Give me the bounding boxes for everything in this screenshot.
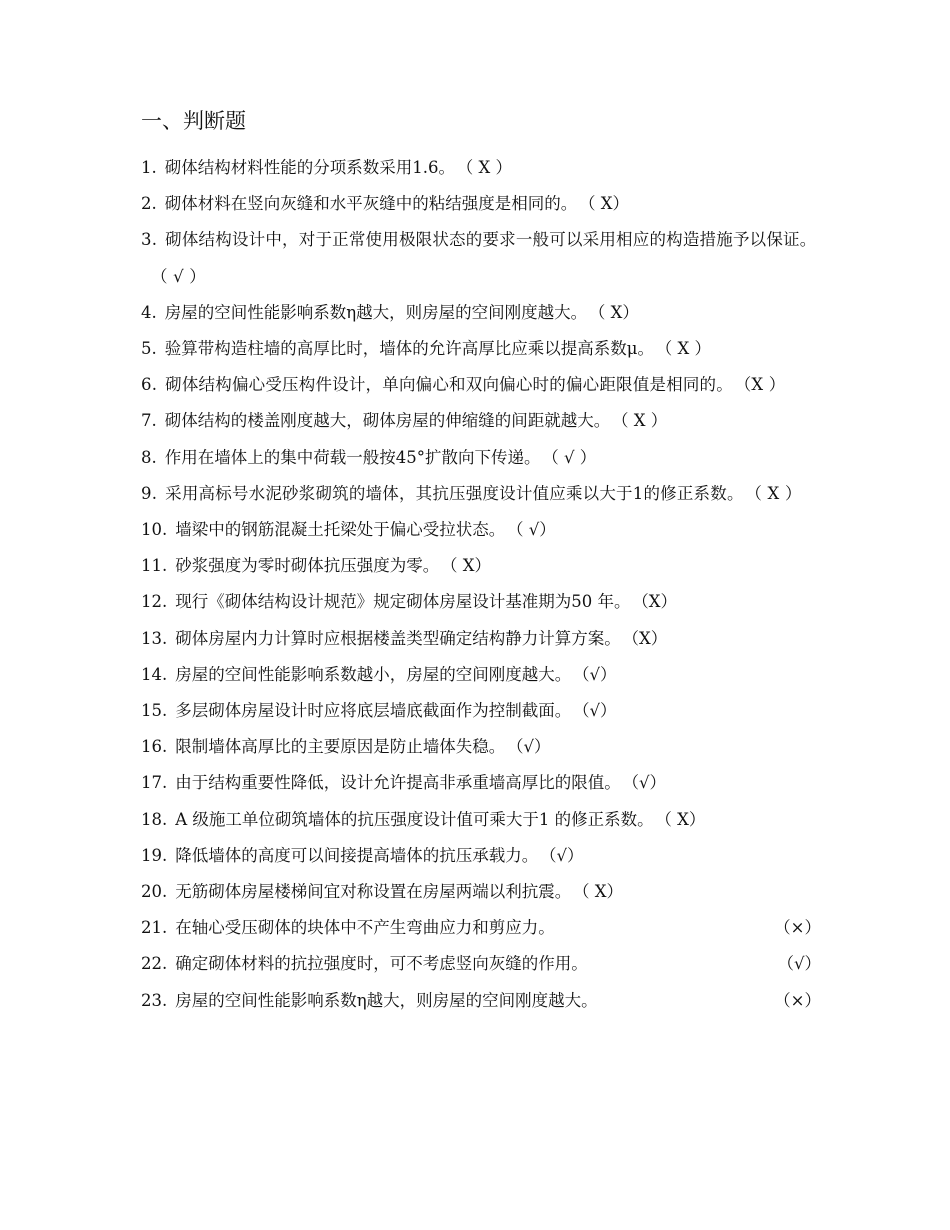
question-item	[141, 295, 821, 331]
question-text: 房屋的空间性能影响系数η越大，则房屋的空间刚度越大。	[175, 990, 598, 1010]
question-answer: （ X ）	[465, 158, 512, 177]
question-item	[141, 440, 821, 476]
question-text: 砌体结构设计中，对于正常使用极限状态的要求一般可以采用相应的构造措施予以保证。	[165, 230, 817, 250]
question-answer: （ X ）	[620, 411, 668, 431]
question-answer: （√）	[777, 954, 821, 974]
question-item	[141, 150, 821, 186]
question-text: 砌体结构材料性能的分项系数采用1.6。	[164, 158, 455, 177]
question-item	[141, 657, 821, 693]
question-text: 确定砌体材料的抗拉强度时，可不考虑竖向灰缝的作用。	[175, 954, 588, 974]
question-text: 砌体材料在竖向灰缝和水平灰缝中的粘结强度是相同的。	[164, 194, 578, 214]
question-item	[141, 838, 821, 874]
question-text: 房屋的空间性能影响系数越小，房屋的空间刚度越大。	[175, 664, 572, 684]
question-number: 4.	[141, 302, 157, 322]
question-number: 23.	[141, 990, 168, 1010]
question-text: 在轴心受压砌体的块体中不产生弯曲应力和剪应力。	[175, 918, 555, 938]
question-number: 12.	[141, 592, 168, 612]
question-answer: （ X）	[597, 302, 639, 322]
question-number: 22.	[141, 954, 168, 974]
question-list	[141, 150, 821, 1019]
question-text: 墙梁中的钢筋混凝土托梁处于偏心受拉状态。	[175, 520, 506, 540]
question-answer: （ √ ）	[151, 266, 207, 286]
question-number: 7.	[141, 411, 157, 431]
question-answer: （X ）	[742, 375, 786, 395]
section-title: 一、判断题	[141, 109, 246, 133]
question-answer: （X）	[640, 592, 677, 612]
question-item	[141, 584, 821, 620]
question-item	[141, 983, 821, 1019]
question-answer: （ X）	[587, 194, 629, 214]
question-item	[141, 946, 821, 982]
question-number: 17.	[141, 773, 168, 793]
question-number: 14.	[141, 664, 168, 684]
question-text: 房屋的空间性能影响系数η越大，则房屋的空间刚度越大。	[164, 302, 588, 322]
question-answer: （ X ）	[753, 483, 802, 503]
question-answer: （ X ）	[663, 339, 711, 359]
question-number: 10.	[141, 520, 168, 540]
question-text: 无筋砌体房屋楼梯间宜对称设置在房屋两端以利抗震。	[175, 882, 572, 902]
question-item	[141, 874, 821, 910]
question-answer: （ X）	[449, 556, 491, 576]
question-number: 20.	[141, 882, 168, 902]
question-text: 作用在墙体上的集中荷载一般按45°扩散向下传递。	[164, 447, 541, 467]
question-item	[141, 765, 821, 801]
question-number: 9.	[141, 483, 158, 503]
question-item	[141, 222, 821, 294]
question-item	[141, 802, 821, 838]
question-item	[141, 910, 821, 946]
question-number: 6.	[141, 375, 158, 395]
question-answer: （√）	[581, 664, 617, 684]
question-text: 砌体结构偏心受压构件设计，单向偏心和双向偏心时的偏心距限值是相同的。	[165, 375, 733, 395]
question-number: 19.	[141, 845, 168, 865]
question-number: 11.	[141, 556, 168, 576]
question-answer: （×）	[774, 918, 821, 938]
question-text: 由于结构重要性降低，设计允许提高非承重墙高厚比的限值。	[175, 773, 621, 793]
question-number: 21.	[141, 918, 168, 938]
question-number: 18.	[141, 809, 168, 829]
question-text: 砌体房屋内力计算时应根据楼盖类型确定结构静力计算方案。	[175, 628, 621, 648]
question-item	[141, 186, 821, 222]
question-item	[141, 403, 821, 439]
question-answer: （√）	[630, 773, 667, 793]
question-text: 砂浆强度为零时砌体抗压强度为零。	[175, 556, 440, 576]
question-answer: （×）	[774, 990, 821, 1010]
question-answer: （ √）	[515, 520, 556, 540]
question-text: 验算带构造柱墙的高厚比时，墙体的允许高厚比应乘以提高系数μ。	[164, 339, 654, 359]
question-item	[141, 331, 821, 367]
question-number: 3.	[141, 230, 158, 250]
question-number: 5.	[141, 339, 157, 359]
question-text: 现行《砌体结构设计规范》规定砌体房屋设计基准期为50 年。	[175, 592, 631, 612]
question-item	[141, 367, 821, 403]
question-item	[141, 476, 821, 512]
question-text: A 级施工单位砌筑墙体的抗压强度设计值可乘大于1 的修正系数。	[175, 809, 654, 829]
question-answer: （√）	[515, 737, 551, 757]
question-text: 多层砌体房屋设计时应将底层墙底截面作为控制截面。	[175, 701, 572, 721]
question-item	[141, 621, 821, 657]
question-answer: （ X）	[663, 809, 706, 829]
question-number: 1.	[141, 158, 157, 177]
question-answer: （ √ ）	[550, 447, 597, 467]
question-answer: （√）	[548, 845, 584, 865]
question-text: 采用高标号水泥砂浆砌筑的墙体，其抗压强度设计值应乘以大于1的修正系数。	[165, 483, 744, 503]
question-text: 降低墙体的高度可以间接提高墙体的抗压承载力。	[175, 845, 539, 865]
question-text: 砌体结构的楼盖刚度越大，砌体房屋的伸缩缝的间距就越大。	[164, 411, 611, 431]
question-number: 13.	[141, 628, 168, 648]
question-number: 8.	[141, 447, 157, 467]
question-item	[141, 693, 821, 729]
question-number: 2.	[141, 194, 157, 214]
question-text: 限制墙体高厚比的主要原因是防止墙体失稳。	[175, 737, 506, 757]
question-item	[141, 729, 821, 765]
question-answer: （X）	[630, 628, 668, 648]
question-item	[141, 548, 821, 584]
question-item	[141, 512, 821, 548]
question-number: 16.	[141, 737, 168, 757]
question-answer: （ X）	[581, 882, 623, 902]
question-answer: （√）	[581, 701, 617, 721]
question-number: 15.	[141, 701, 168, 721]
